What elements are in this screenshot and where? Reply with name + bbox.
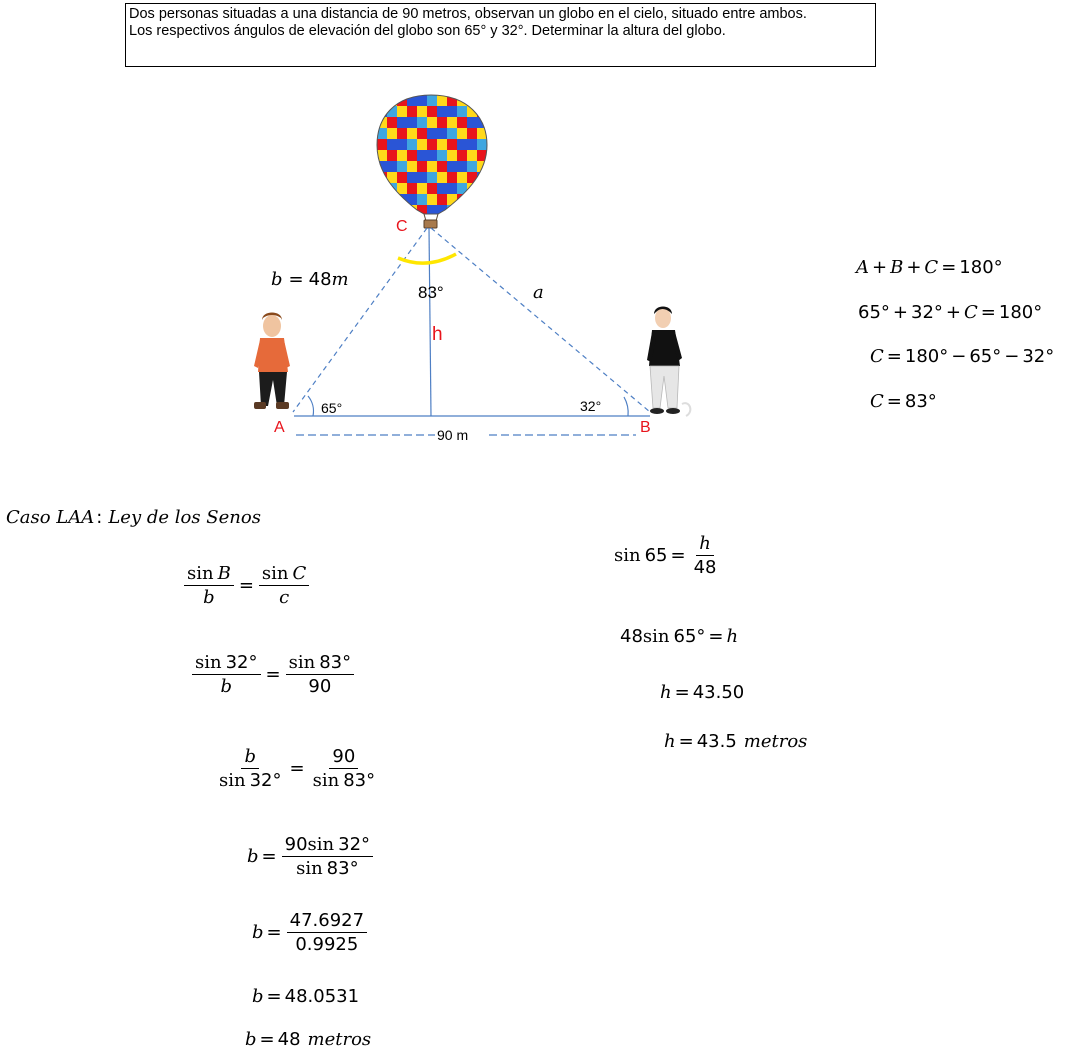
balloon-panel	[417, 194, 427, 205]
balloon-panel	[427, 194, 437, 205]
balloon-panel	[457, 161, 467, 172]
balloon-panel	[447, 194, 457, 205]
balloon-panel	[457, 106, 467, 117]
balloon-panel	[377, 183, 387, 194]
balloon-panel	[407, 128, 417, 139]
angle-sum-line-4: C = 83°	[870, 391, 937, 412]
balloon-panel	[447, 128, 457, 139]
balloon-panel	[407, 161, 417, 172]
balloon-panel	[437, 194, 447, 205]
balloon-panel	[437, 128, 447, 139]
balloon-panel	[477, 194, 487, 205]
balloon-panel	[467, 172, 477, 183]
balloon-panel	[487, 106, 497, 117]
balloon-panel	[437, 205, 447, 216]
balloon-panel	[427, 95, 437, 106]
angle-c-label: 83°	[418, 283, 444, 302]
balloon-panel	[487, 172, 497, 183]
balloon-panel	[397, 205, 407, 216]
balloon-panel	[487, 161, 497, 172]
balloon-panel	[437, 106, 447, 117]
balloon-panel	[467, 205, 477, 216]
balloon-panel	[387, 128, 397, 139]
vertex-b-label: B	[640, 419, 651, 436]
balloon-panel	[397, 150, 407, 161]
problem-line-2: Los respectivos ángulos de elevación del globo son 65° y 32°. Determinar la altura del globo.	[129, 23, 726, 39]
angle-a-arc	[308, 396, 313, 416]
balloon-panel	[387, 117, 397, 128]
law-of-sines-step-4: b = $\frac{90\sin 32^\circ}{\sin 83^\circ}$	[247, 836, 375, 878]
hot-air-balloon-icon	[377, 95, 497, 228]
balloon-panel	[437, 216, 447, 227]
balloon-panel	[437, 150, 447, 161]
balloon-panel	[477, 139, 487, 150]
balloon-panel	[487, 194, 497, 205]
balloon-panel	[457, 150, 467, 161]
balloon-panel	[397, 183, 407, 194]
balloon-panel	[477, 95, 487, 106]
balloon-panel	[397, 161, 407, 172]
angle-c-arc	[398, 254, 456, 263]
height-step-4: h = 43.5 metros	[664, 731, 808, 752]
balloon-panel	[387, 161, 397, 172]
law-of-sines-step-6: b = 48.0531	[252, 986, 360, 1007]
balloon-panel	[407, 205, 417, 216]
balloon-panel	[407, 117, 417, 128]
balloon-panel	[387, 194, 397, 205]
balloon-panel	[387, 205, 397, 216]
balloon-panel	[487, 117, 497, 128]
balloon-panel	[457, 128, 467, 139]
balloon-panel	[407, 183, 417, 194]
balloon-panel	[467, 106, 477, 117]
balloon-panel	[397, 172, 407, 183]
balloon-panel	[477, 161, 487, 172]
balloon-panel	[467, 150, 477, 161]
balloon-panel	[407, 106, 417, 117]
balloon-panel	[417, 172, 427, 183]
balloon-panel	[427, 117, 437, 128]
balloon-panel	[477, 216, 487, 227]
balloon-panel	[467, 194, 477, 205]
balloon-panel	[407, 216, 417, 227]
balloon-panel	[387, 95, 397, 106]
balloon-panel	[477, 205, 487, 216]
balloon-panel	[427, 172, 437, 183]
balloon-panel	[377, 205, 387, 216]
balloon-panel	[477, 106, 487, 117]
side-a-label: a	[533, 282, 544, 303]
angle-b-arc	[624, 397, 628, 416]
balloon-panel	[487, 216, 497, 227]
balloon-panel	[407, 172, 417, 183]
angle-sum-line-1: A + B + C = 180°	[856, 257, 1003, 278]
balloon-panel	[417, 139, 427, 150]
balloon-panel	[447, 150, 457, 161]
balloon-panel	[377, 216, 387, 227]
balloon-panel	[407, 150, 417, 161]
balloon-panel	[477, 172, 487, 183]
balloon-panel	[397, 194, 407, 205]
problem-statement	[125, 3, 876, 67]
balloon-panel	[447, 139, 457, 150]
balloon-panel	[467, 161, 477, 172]
angle-a-label: 65°	[321, 400, 343, 416]
balloon-panel	[467, 117, 477, 128]
balloon-panel	[467, 216, 477, 227]
balloon-panel	[487, 95, 497, 106]
angle-b-label: 32°	[580, 398, 602, 414]
balloon-panel	[467, 95, 477, 106]
balloon-panel	[417, 95, 427, 106]
balloon-panel	[427, 128, 437, 139]
case-heading: Caso LAA : Ley de los Senos	[6, 507, 261, 528]
balloon-panel	[427, 106, 437, 117]
balloon-panel	[427, 183, 437, 194]
balloon-panel	[417, 161, 427, 172]
balloon-panel	[447, 106, 457, 117]
height-step-2: 48sin 65° = h	[620, 626, 739, 647]
balloon-panel	[477, 183, 487, 194]
law-of-sines-step-3: $\frac{b}{\sin 32^\circ}$ = $\frac{90}{\sin 83^\circ}$	[219, 746, 376, 791]
balloon-panel	[417, 117, 427, 128]
balloon-panel	[487, 183, 497, 194]
balloon-panel	[417, 128, 427, 139]
balloon-panel	[487, 139, 497, 150]
balloon-panel	[437, 172, 447, 183]
balloon-panel	[447, 183, 457, 194]
balloon-panel	[427, 150, 437, 161]
vertex-c-label: C	[396, 218, 408, 235]
angle-sum-line-3: C = 180° − 65° − 32°	[870, 346, 1055, 367]
balloon-panel	[447, 117, 457, 128]
balloon-panel	[457, 139, 467, 150]
balloon-panel	[427, 161, 437, 172]
vertex-a-label: A	[274, 419, 285, 436]
balloon-panel	[417, 106, 427, 117]
height-line	[429, 228, 431, 416]
balloon-panel	[387, 139, 397, 150]
side-a-line	[431, 228, 650, 412]
law-of-sines-step-5: b = $\frac{47.6927}{0.9925}$	[252, 912, 369, 954]
balloon-panel	[487, 128, 497, 139]
balloon-panel	[467, 128, 477, 139]
angle-sum-line-2: 65° + 32° + C = 180°	[858, 302, 1043, 323]
balloon-panel	[447, 161, 457, 172]
balloon-panel	[447, 172, 457, 183]
balloon-panel	[437, 183, 447, 194]
side-b-line	[293, 228, 427, 412]
height-step-3: h = 43.50	[660, 682, 745, 703]
balloon-panel	[397, 128, 407, 139]
balloon-panel	[427, 139, 437, 150]
balloon-panel	[397, 117, 407, 128]
law-of-sines-step-2: $\frac{\sin 32^\circ}{b}$ = $\frac{\sin 83^\circ}{90}$	[190, 654, 356, 696]
person-a-icon	[254, 313, 290, 410]
side-b-label: b = 48m	[271, 269, 349, 290]
balloon-panel	[377, 95, 387, 106]
balloon-panel	[437, 117, 447, 128]
balloon-panel	[487, 150, 497, 161]
problem-line-1: Dos personas situadas a una distancia de 90 metros, observan un globo en el cielo, situado entre ambos.	[129, 6, 807, 22]
balloon-panel	[397, 139, 407, 150]
balloon-panel	[377, 172, 387, 183]
balloon-panel	[447, 216, 457, 227]
balloon-panel	[407, 139, 417, 150]
balloon-panel	[437, 161, 447, 172]
person-b-icon	[647, 307, 690, 417]
balloon-panel	[417, 150, 427, 161]
height-label: h	[432, 324, 443, 345]
balloon-panel	[457, 205, 467, 216]
balloon-panel	[387, 150, 397, 161]
balloon-panel	[417, 183, 427, 194]
balloon-panel	[387, 183, 397, 194]
balloon-panel	[457, 172, 467, 183]
balloon-panel	[377, 194, 387, 205]
balloon-panel	[487, 205, 497, 216]
balloon-panel	[437, 139, 447, 150]
balloon-panel	[457, 117, 467, 128]
law-of-sines-step-7: b = 48 metros	[245, 1029, 372, 1050]
balloon-panel	[457, 216, 467, 227]
balloon-panel	[397, 95, 407, 106]
balloon-panel	[467, 139, 477, 150]
balloon-panel	[397, 106, 407, 117]
balloon-panel	[377, 139, 387, 150]
height-step-1: sin 65 = $\frac{h}{48}$	[614, 533, 717, 578]
base-distance-label: 90 m	[437, 427, 469, 443]
law-of-sines-step-1: $\frac{\text{sin B}}{b}$ = $\frac{\text{sin C}}{c}$	[182, 565, 311, 607]
